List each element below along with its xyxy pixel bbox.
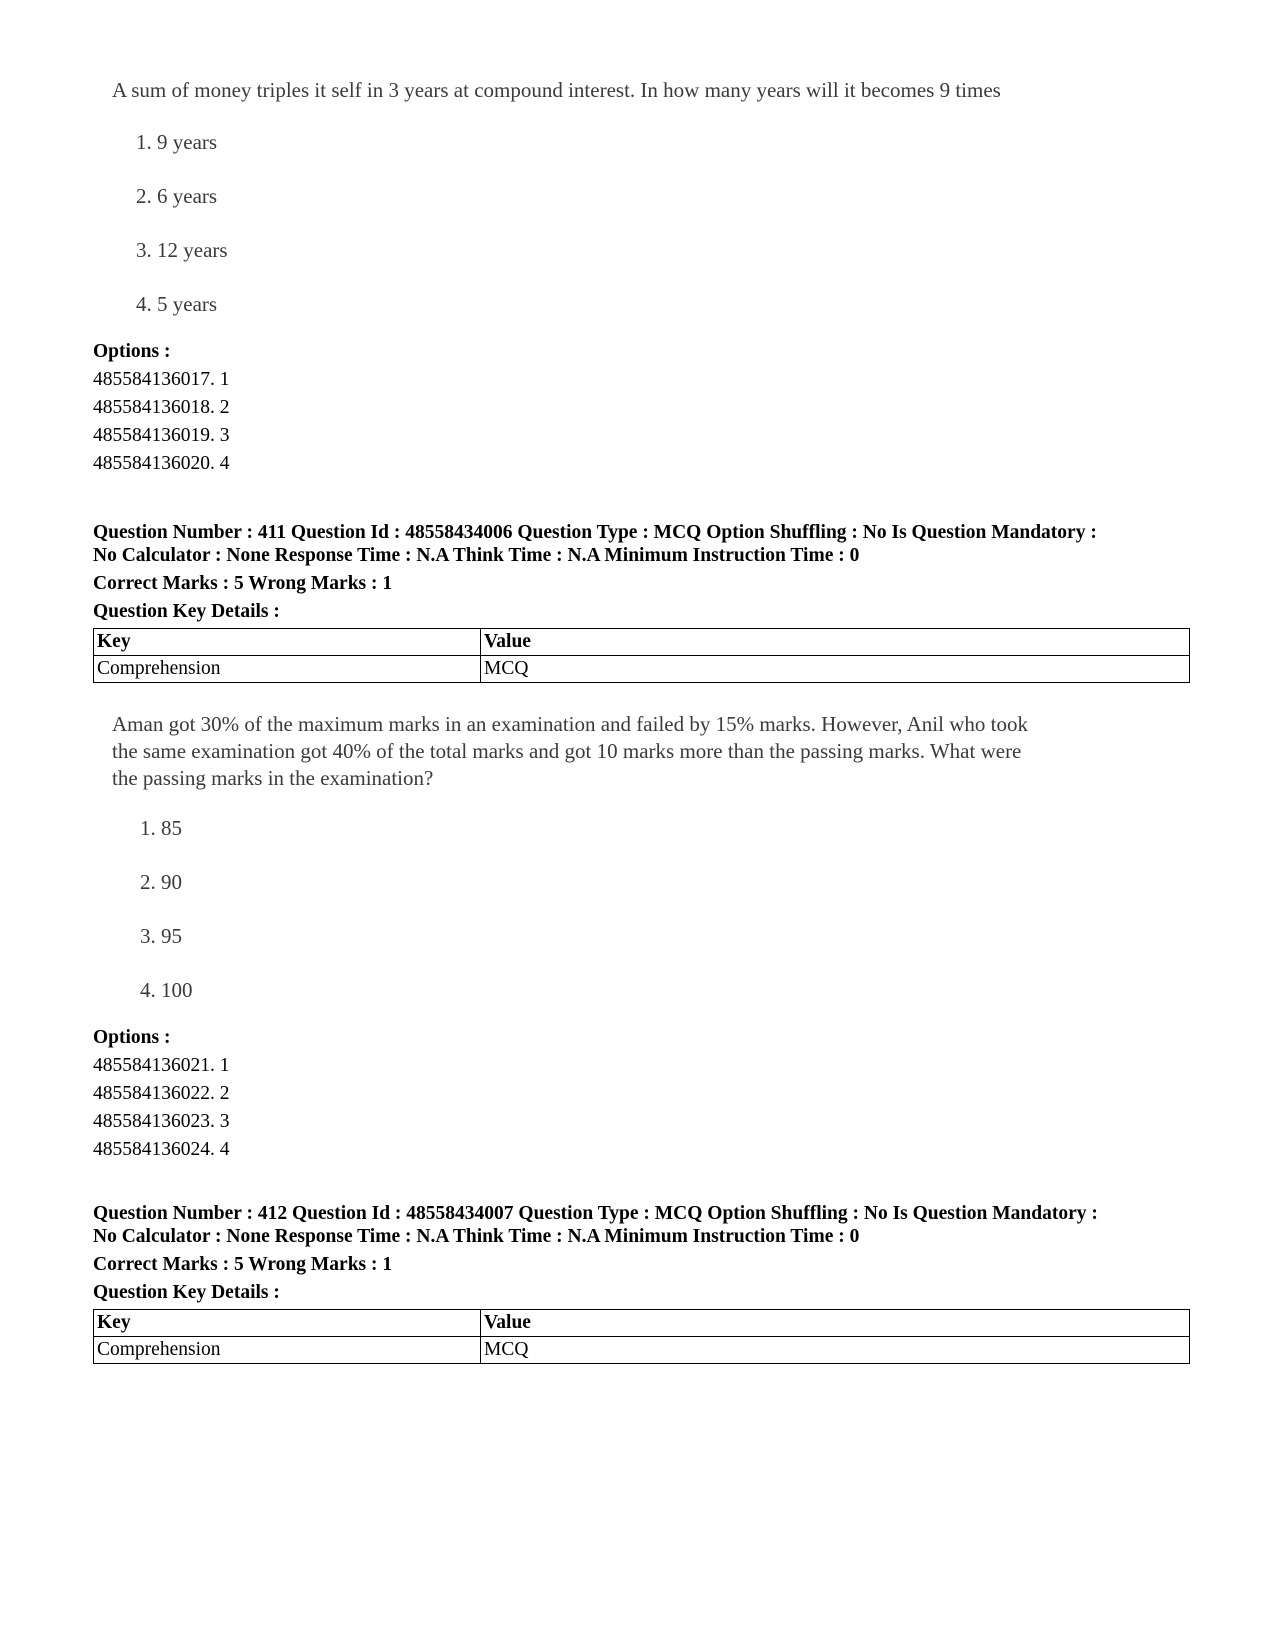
answer-choice-3: 3. 12 years: [136, 238, 228, 262]
table-cell-value: MCQ: [481, 1337, 1190, 1364]
question-text-line-3: the passing marks in the examination?: [112, 766, 434, 790]
key-details-label: Question Key Details :: [93, 1282, 280, 1303]
answer-choice-4: 4. 5 years: [136, 292, 218, 316]
answer-choice-2: 2. 6 years: [136, 184, 218, 208]
table-cell-value: MCQ: [481, 656, 1190, 683]
question-text-line-1: Aman got 30% of the maximum marks in an examination and failed by 15% marks. However, Anil who took: [112, 712, 1028, 736]
option-id-2: 485584136018. 2: [93, 397, 230, 418]
table-header-value: Value: [481, 629, 1190, 656]
options-heading: Options :: [93, 1027, 171, 1048]
option-id-3: 485584136023. 3: [93, 1111, 230, 1132]
table-row: [94, 656, 1190, 683]
table-header-row: [94, 1310, 1190, 1337]
marks-line: Correct Marks : 5 Wrong Marks : 1: [93, 573, 393, 594]
table-cell-key: Comprehension: [94, 1337, 481, 1364]
question-text: A sum of money triples it self in 3 years at compound interest. In how many years will it becomes 9 times: [112, 78, 1001, 102]
question-meta-line-1: Question Number : 411 Question Id : 48558434006 Question Type : MCQ Option Shuffling : No Is Question Mandatory :: [93, 522, 1097, 543]
table-header-key: Key: [94, 1310, 481, 1337]
table-header-value: Value: [481, 1310, 1190, 1337]
table-row: [94, 1337, 1190, 1364]
answer-choice-1: 1. 85: [140, 816, 182, 840]
option-id-4: 485584136020. 4: [93, 453, 230, 474]
key-details-table: [93, 628, 1190, 683]
question-meta-line-2: No Calculator : None Response Time : N.A Think Time : N.A Minimum Instruction Time : 0: [93, 545, 860, 566]
option-id-2: 485584136022. 2: [93, 1083, 230, 1104]
marks-line: Correct Marks : 5 Wrong Marks : 1: [93, 1254, 393, 1275]
key-details-table: [93, 1309, 1190, 1364]
answer-choice-3: 3. 95: [140, 924, 182, 948]
option-id-1: 485584136021. 1: [93, 1055, 230, 1076]
table-header-key: Key: [94, 629, 481, 656]
answer-choice-4: 4. 100: [140, 978, 193, 1002]
option-id-1: 485584136017. 1: [93, 369, 230, 390]
option-id-4: 485584136024. 4: [93, 1139, 230, 1160]
question-meta-line-2: No Calculator : None Response Time : N.A Think Time : N.A Minimum Instruction Time : 0: [93, 1226, 860, 1247]
question-meta-line-1: Question Number : 412 Question Id : 48558434007 Question Type : MCQ Option Shuffling : No Is Question Mandatory :: [93, 1203, 1098, 1224]
key-details-label: Question Key Details :: [93, 601, 280, 622]
answer-choice-1: 1. 9 years: [136, 130, 218, 154]
table-header-row: [94, 629, 1190, 656]
options-heading: Options :: [93, 341, 171, 362]
question-text-line-2: the same examination got 40% of the total marks and got 10 marks more than the passing marks. What were: [112, 739, 1022, 763]
answer-choice-2: 2. 90: [140, 870, 182, 894]
table-cell-key: Comprehension: [94, 656, 481, 683]
option-id-3: 485584136019. 3: [93, 425, 230, 446]
